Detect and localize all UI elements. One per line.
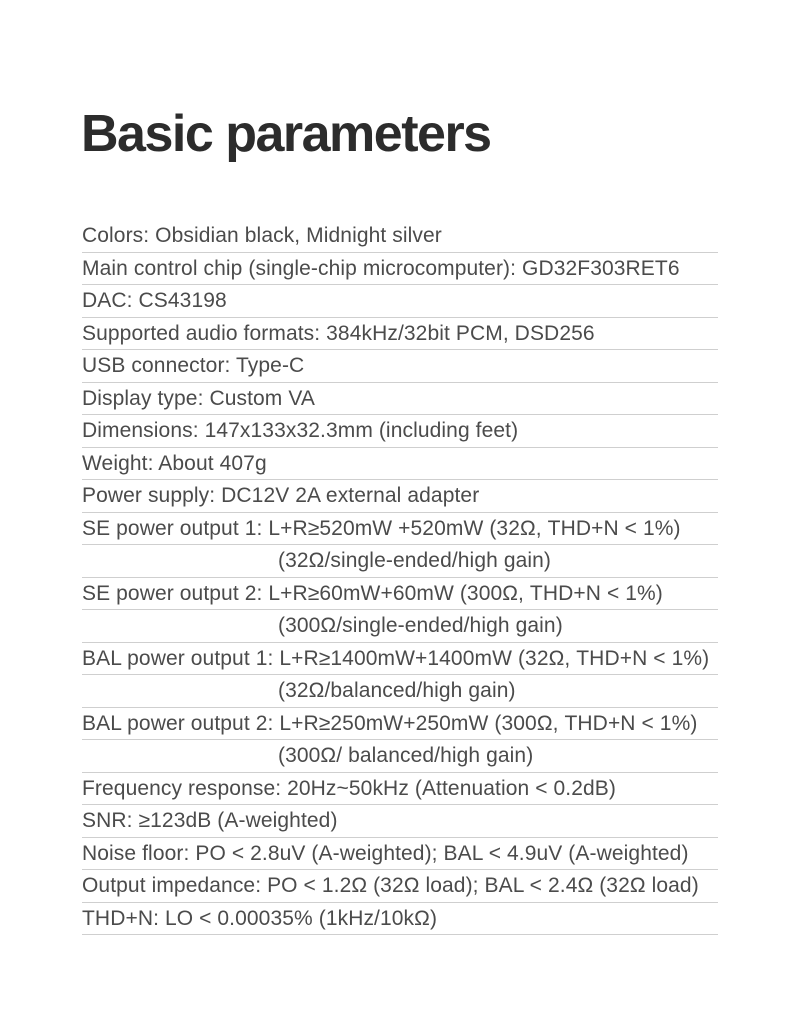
spec-row-dac: DAC: CS43198 — [82, 285, 718, 318]
spec-row-noise-floor: Noise floor: PO < 2.8uV (A-weighted); BAL < 4.9uV (A-weighted) — [82, 838, 718, 871]
spec-row-snr: SNR: ≥123dB (A-weighted) — [82, 805, 718, 838]
spec-row-colors: Colors: Obsidian black, Midnight silver — [82, 220, 718, 253]
spec-row-se-power-output-1-detail: (32Ω/single-ended/high gain) — [82, 545, 718, 578]
spec-row-frequency-response: Frequency response: 20Hz~50kHz (Attenuation < 0.2dB) — [82, 773, 718, 806]
spec-row-bal-power-output-2-detail: (300Ω/ balanced/high gain) — [82, 740, 718, 773]
spec-row-display-type: Display type: Custom VA — [82, 383, 718, 416]
spec-row-power-supply: Power supply: DC12V 2A external adapter — [82, 480, 718, 513]
spec-row-output-impedance: Output impedance: PO < 1.2Ω (32Ω load); BAL < 2.4Ω (32Ω load) — [82, 870, 718, 903]
spec-row-se-power-output-2: SE power output 2: L+R≥60mW+60mW (300Ω, THD+N < 1%) — [82, 578, 718, 611]
spec-row-bal-power-output-2: BAL power output 2: L+R≥250mW+250mW (300Ω, THD+N < 1%) — [82, 708, 718, 741]
page-title: Basic parameters — [81, 105, 491, 163]
spec-row-se-power-output-1: SE power output 1: L+R≥520mW +520mW (32Ω, THD+N < 1%) — [82, 513, 718, 546]
spec-row-weight: Weight: About 407g — [82, 448, 718, 481]
spec-row-bal-power-output-1-detail: (32Ω/balanced/high gain) — [82, 675, 718, 708]
spec-row-se-power-output-2-detail: (300Ω/single-ended/high gain) — [82, 610, 718, 643]
spec-row-usb-connector: USB connector: Type-C — [82, 350, 718, 383]
spec-row-bal-power-output-1: BAL power output 1: L+R≥1400mW+1400mW (32Ω, THD+N < 1%) — [82, 643, 718, 676]
spec-row-audio-formats: Supported audio formats: 384kHz/32bit PCM, DSD256 — [82, 318, 718, 351]
spec-list — [82, 220, 718, 935]
spec-row-main-control-chip: Main control chip (single-chip microcomputer): GD32F303RET6 — [82, 253, 718, 286]
spec-row-thd-n: THD+N: LO < 0.00035% (1kHz/10kΩ) — [82, 903, 718, 936]
spec-row-dimensions: Dimensions: 147x133x32.3mm (including feet) — [82, 415, 718, 448]
